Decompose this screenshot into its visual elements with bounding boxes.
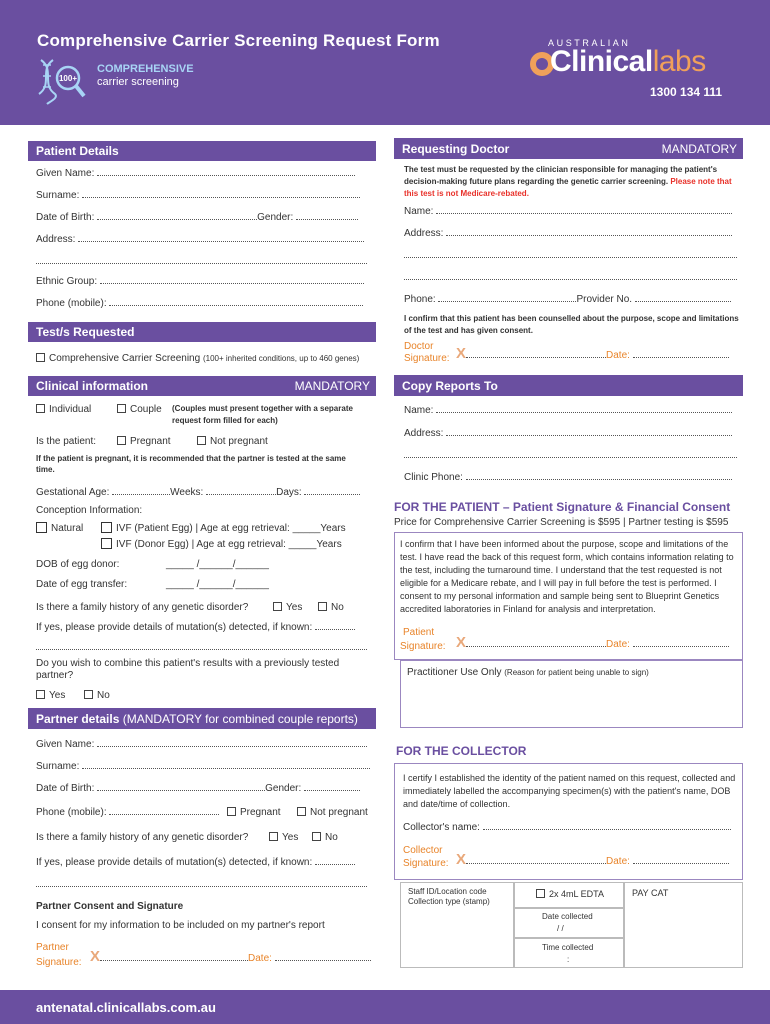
individual-checkbox[interactable]: Individual bbox=[36, 404, 91, 415]
combine-yes-checkbox[interactable]: Yes bbox=[36, 690, 65, 701]
practitioner-label: Practitioner Use Only (Reason for patient being unable to sign) bbox=[407, 667, 649, 678]
consent-text: I confirm that I have been informed about the purpose, scope and limitations of the test. I have read the back of this request form, which contains information relating to the test, including the turnaround time. I understand that the test requested is not eligible for a Medicare rebate, and I will pay in full before the test is performed. I consent to my personal information and sample being sent to Blueprint Genetics accredited laboratories in Finland for analysis and interpretation. bbox=[400, 539, 734, 614]
surname-field[interactable]: Surname: bbox=[36, 190, 360, 201]
staff-id-label: Staff ID/Location code bbox=[408, 887, 487, 896]
partner-pregnant-checkbox[interactable]: Pregnant bbox=[227, 807, 281, 818]
clinical-heading: Clinical information bbox=[36, 379, 149, 393]
checkbox-icon bbox=[36, 690, 45, 699]
doctor-address-line2[interactable] bbox=[404, 250, 737, 261]
dna-magnifier-icon bbox=[35, 56, 87, 106]
collector-heading: FOR THE COLLECTOR bbox=[396, 744, 527, 758]
partner-heading-note: (MANDATORY for combined couple reports) bbox=[122, 711, 358, 726]
partner-family-no[interactable]: No bbox=[312, 832, 338, 843]
dob-egg-field[interactable]: _____ /______/______ bbox=[166, 559, 269, 570]
mutation-line2[interactable] bbox=[36, 642, 367, 653]
copy-heading: Copy Reports To bbox=[402, 378, 498, 393]
cs-line1: COMPREHENSIVE bbox=[97, 63, 194, 75]
checkbox-icon bbox=[297, 807, 306, 816]
doctor-bar bbox=[394, 138, 743, 159]
patient-consent-heading: FOR THE PATIENT – Patient Signature & Financial Consent bbox=[394, 500, 731, 514]
checkbox-icon bbox=[36, 522, 47, 533]
combine-question: Do you wish to combine this patient's results with a previously tested partner? bbox=[36, 658, 340, 681]
doctor-signature-field[interactable]: X Date: bbox=[456, 345, 729, 362]
pregnancy-note: If the patient is pregnant, it is recommended that the partner is tested at the same time. bbox=[36, 454, 346, 474]
partner-dob-field[interactable]: Date of Birth: Gender: bbox=[36, 783, 360, 794]
partner-sig-label1: Partner bbox=[36, 942, 69, 953]
badge-text: 100+ bbox=[58, 74, 78, 83]
doctor-address-line3[interactable] bbox=[404, 272, 737, 283]
carrier-screening-checkbox[interactable]: Comprehensive Carrier Screening (100+ inherited conditions, up to 460 genes) bbox=[36, 353, 359, 364]
ethnic-field[interactable]: Ethnic Group: bbox=[36, 276, 364, 287]
checkbox-icon bbox=[318, 602, 327, 611]
doctor-sig-label1: Doctor bbox=[404, 341, 434, 352]
partner-consent-heading: Partner Consent and Signature bbox=[36, 901, 184, 912]
paycat-label: PAY CAT bbox=[632, 888, 669, 898]
doctor-sig-label2: Signature: bbox=[404, 353, 450, 364]
partner-surname-field[interactable]: Surname: bbox=[36, 761, 370, 772]
checkbox-icon bbox=[536, 889, 545, 898]
doctor-address-field[interactable]: Address: bbox=[404, 228, 732, 239]
copy-clinic-phone-field[interactable]: Clinic Phone: bbox=[404, 472, 732, 483]
doctor-confirm: I confirm that this patient has been counselled about the purpose, scope and limitations of the test and has given consent. bbox=[404, 314, 739, 335]
cs-line2: carrier screening bbox=[97, 76, 179, 88]
doctor-phone-field[interactable]: Phone: Provider No. bbox=[404, 294, 731, 305]
combine-no-checkbox[interactable]: No bbox=[84, 690, 110, 701]
couple-note: (Couples must present together with a separate request form filled for each) bbox=[172, 404, 353, 425]
is-patient-label: Is the patient: bbox=[36, 436, 97, 447]
ivf-patient-checkbox[interactable]: IVF (Patient Egg) | Age at egg retrieval: _____Years bbox=[101, 522, 346, 534]
collector-name-field[interactable]: Collector's name: bbox=[403, 822, 731, 833]
address-field[interactable]: Address: bbox=[36, 234, 364, 245]
address-line2[interactable] bbox=[36, 256, 367, 267]
clinical-mandatory: MANDATORY bbox=[294, 379, 370, 393]
checkbox-icon bbox=[227, 807, 236, 816]
partner-signature-field[interactable]: X Date: bbox=[90, 948, 371, 965]
patient-phone-field[interactable]: Phone (mobile): bbox=[36, 298, 363, 309]
date-collected-slashes: / / bbox=[557, 924, 564, 933]
ivf-donor-checkbox[interactable]: IVF (Donor Egg) | Age at egg retrieval: _____Years bbox=[101, 538, 342, 550]
form-title: Comprehensive Carrier Screening Request Form bbox=[37, 31, 440, 50]
doctor-note: The test must be requested by the clinician responsible for managing the patient's decision-making future plans regarding the genetic carrier screening. Please note that this test is not Medicare-rebated. bbox=[404, 165, 732, 198]
dob-field[interactable]: Date of Birth: Gender: bbox=[36, 212, 358, 223]
brand-top: AUSTRALIAN bbox=[548, 38, 631, 48]
collection-type-label: Collection type (stamp) bbox=[408, 897, 490, 906]
checkbox-icon bbox=[269, 832, 278, 841]
patient-heading: Patient Details bbox=[36, 144, 119, 158]
signature-x-icon: X bbox=[456, 851, 467, 868]
doctor-mandatory: MANDATORY bbox=[661, 141, 737, 156]
partner-mutation-field[interactable]: If yes, please provide details of mutation(s) detected, if known: bbox=[36, 857, 355, 868]
checkbox-icon bbox=[84, 690, 93, 699]
phone-number: 1300 134 111 bbox=[650, 85, 723, 99]
given-name-field[interactable]: Given Name: bbox=[36, 168, 355, 179]
tests-heading: Test/s Requested bbox=[36, 325, 135, 339]
mutation-details-field[interactable]: If yes, please provide details of mutation(s) detected, if known: bbox=[36, 622, 355, 633]
collector-signature-field[interactable]: X Date: bbox=[456, 851, 729, 868]
brand-logo bbox=[550, 45, 706, 79]
signature-x-icon: X bbox=[456, 345, 467, 362]
checkbox-icon bbox=[101, 538, 112, 549]
brand-a: Clinical bbox=[550, 45, 653, 78]
family-yes-checkbox[interactable]: Yes bbox=[273, 602, 302, 613]
footer-url: antenatal.clinicallabs.com.au bbox=[36, 999, 216, 1015]
price-text: Price for Comprehensive Carrier Screening is $595 | Partner testing is $595 bbox=[394, 517, 729, 528]
family-history-q: Is there a family history of any genetic disorder? bbox=[36, 602, 249, 613]
partner-bar bbox=[28, 708, 376, 729]
checkbox-icon bbox=[117, 404, 126, 413]
patient-details-bar bbox=[28, 141, 376, 161]
clinical-bar bbox=[28, 376, 376, 396]
partner-not-pregnant-checkbox[interactable]: Not pregnant bbox=[297, 807, 368, 818]
patient-sig-label2: Signature: bbox=[400, 641, 446, 652]
signature-x-icon: X bbox=[90, 948, 101, 965]
checkbox-icon bbox=[101, 522, 112, 533]
couple-checkbox[interactable]: Couple bbox=[117, 404, 162, 415]
brand-b: labs bbox=[652, 45, 706, 78]
partner-family-q: Is there a family history of any genetic disorder? bbox=[36, 832, 249, 843]
time-collected-colon: : bbox=[567, 955, 570, 964]
patient-sig-label1: Patient bbox=[403, 627, 435, 638]
natural-checkbox[interactable]: Natural bbox=[36, 522, 83, 534]
signature-x-icon: X bbox=[456, 634, 467, 651]
partner-family-yes[interactable]: Yes bbox=[269, 832, 298, 843]
copy-address-line2[interactable] bbox=[404, 450, 737, 461]
collector-text: I certify I established the identity of the patient named on this request, collected and immediately labelled the accompanying specimen(s) with the patient's name, DOB and date/time of collection. bbox=[403, 773, 736, 809]
copy-bar bbox=[394, 375, 743, 396]
date-transfer-field[interactable]: _____ /______/______ bbox=[166, 579, 269, 590]
time-collected-label: Time collected bbox=[542, 943, 594, 952]
not-pregnant-checkbox[interactable]: Not pregnant bbox=[197, 436, 268, 447]
partner-mutation-line2[interactable] bbox=[36, 879, 367, 890]
pregnant-checkbox[interactable]: Pregnant bbox=[117, 436, 171, 447]
checkbox-icon bbox=[273, 602, 282, 611]
checkbox-icon bbox=[312, 832, 321, 841]
header-banner bbox=[0, 0, 770, 125]
gestational-field[interactable]: Gestational Age: Weeks: Days: bbox=[36, 487, 360, 498]
checkbox-icon bbox=[36, 404, 45, 413]
partner-consent-text: I consent for my information to be included on my partner's report bbox=[36, 920, 325, 931]
family-no-checkbox[interactable]: No bbox=[318, 602, 344, 613]
edta-checkbox[interactable]: 2x 4mL EDTA bbox=[536, 889, 604, 899]
footer-bar bbox=[0, 990, 770, 1024]
collector-sig-label1: Collector bbox=[403, 845, 443, 856]
conception-label: Conception Information: bbox=[36, 505, 143, 516]
doctor-name-field[interactable]: Name: bbox=[404, 206, 732, 217]
doctor-heading: Requesting Doctor bbox=[402, 141, 510, 156]
partner-sig-label2: Signature: bbox=[36, 957, 82, 968]
copy-address-field[interactable]: Address: bbox=[404, 428, 732, 439]
date-collected-label: Date collected bbox=[542, 912, 593, 921]
patient-signature-field[interactable]: X Date: bbox=[456, 634, 729, 651]
partner-heading: Partner details bbox=[36, 711, 120, 726]
partner-phone-field[interactable]: Phone (mobile): bbox=[36, 807, 219, 818]
checkbox-icon bbox=[117, 436, 126, 445]
collector-sig-label2: Signature: bbox=[403, 858, 449, 869]
checkbox-icon bbox=[36, 353, 45, 362]
dob-egg-label: DOB of egg donor: bbox=[36, 559, 120, 570]
tests-bar bbox=[28, 322, 376, 342]
date-transfer-label: Date of egg transfer: bbox=[36, 579, 128, 590]
checkbox-icon bbox=[197, 436, 206, 445]
copy-name-field[interactable]: Name: bbox=[404, 405, 732, 416]
partner-given-field[interactable]: Given Name: bbox=[36, 739, 367, 750]
